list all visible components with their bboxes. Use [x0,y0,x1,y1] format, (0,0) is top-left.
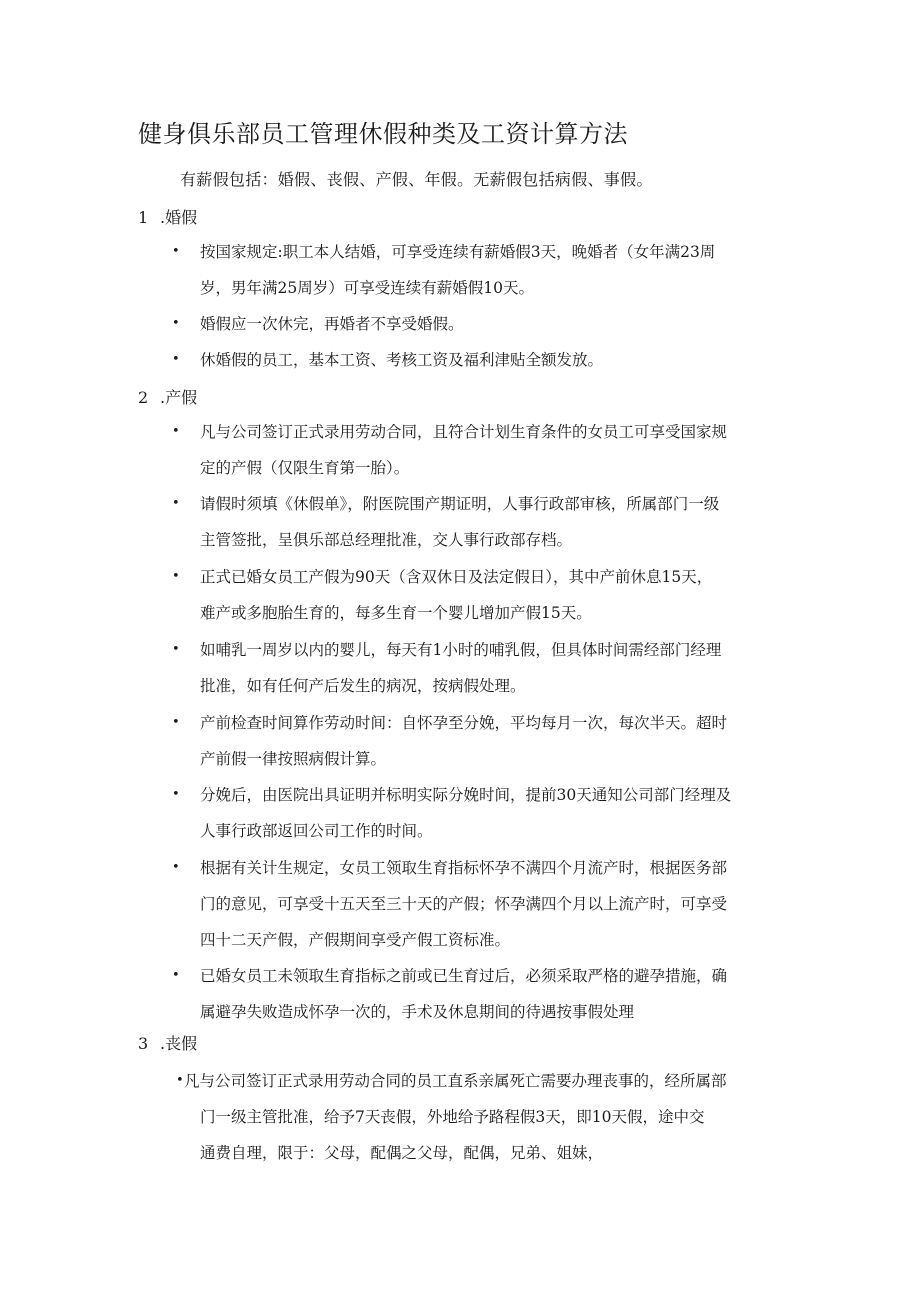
list-item-line: 通费自理，限于：父母，配偶之父母，配偶，兄弟、姐妹， [200,1144,604,1162]
list-item-line: 婚假应一次休完，再婚者不享受婚假。 [200,315,464,333]
list-item-line: 产前假一律按照病假计算。 [200,750,387,768]
list-item-line: 分娩后，由医院出具证明并标明实际分娩时间，提前30天通知公司部门经理及 [200,786,732,804]
bullet-icon: • [172,496,180,511]
list-item-line: 凡与公司签订正式录用劳动合同，且符合计划生育条件的女员工可享受国家规 [200,423,728,441]
bullet-icon: • [172,715,180,730]
list-item-line: 四十二天产假，产假期间享受产假工资标准。 [200,931,511,949]
bullet-icon: • [172,569,180,584]
list-item-line: 产前检查时间算作劳动时间：自怀孕至分娩，平均每月一次，每次半天。超时 [200,714,728,732]
list-item-line: 主管签批，呈俱乐部总经理批准，交人事行政部存档。 [200,531,573,549]
bullet-icon: • [172,968,180,983]
list-item [172,342,784,378]
list-item-line: 人事行政部返回公司工作的时间。 [200,822,433,840]
section-heading-maternity-leave [138,385,197,408]
section-title: .产假 [160,388,198,407]
list-item [172,559,784,631]
section-heading-bereavement-leave [138,1031,197,1054]
bullet-icon: • [172,787,180,802]
list-item-line: 正式已婚女员工产假为90天（含双休日及法定假日），其中产前休息15天， [200,568,713,586]
list-item-line: 属避孕失败造成怀孕一次的，手术及休息期间的待遇按事假处理 [200,1003,635,1021]
list-item [176,1063,784,1171]
bullet-icon: • [172,424,180,439]
list-item-line: 请假时须填《休假单》，附医院围产期证明，人事行政部审核，所属部门一级 [200,495,720,513]
bullet-icon: • [172,860,180,875]
list-item-line: 已婚女员工未领取生育指标之前或已生育过后，必须采取严格的避孕措施，确 [200,967,728,985]
list-item-line: 定的产假（仅限生育第一胎）。 [200,459,410,477]
bullet-icon: • [172,244,180,259]
list-item [172,414,784,486]
list-item [172,705,784,777]
section-title: .丧假 [160,1034,198,1053]
intro-paragraph: 有薪假包括：婚假、丧假、产假、年假。无薪假包括病假、事假。 [180,170,653,189]
section-title: .婚假 [160,208,198,227]
bullet-icon: • [172,352,180,367]
list-item [172,486,784,558]
list-item [172,234,784,306]
list-item [172,958,784,1030]
list-item [172,632,784,704]
list-item-line: 难产或多胞胎生育的，每多生育一个婴儿增加产假15天。 [200,604,592,622]
list-item-line: 岁，男年满25周岁）可享受连续有薪婚假10天。 [200,279,534,297]
bullet-icon: • [172,642,180,657]
list-item-line: 凡与公司签订正式录用劳动合同的员工直系亲属死亡需要办理丧事的，经所属部 [184,1072,727,1090]
bullet-icon: • [172,316,180,331]
section-number: 1 [138,208,149,227]
list-item [172,306,784,342]
list-item-line: 根据有关计生规定，女员工领取生育指标怀孕不满四个月流产时，根据医务部 [200,859,728,877]
section-number: 2 [138,388,149,407]
list-item [172,850,784,958]
list-item-line: 批准，如有任何产后发生的病况，按病假处理。 [200,677,526,695]
section-number: 3 [138,1034,149,1053]
section-heading-marriage-leave [138,205,197,228]
list-item-line: 按国家规定:职工本人结婚，可享受连续有薪婚假3天，晚婚者（女年满23周 [200,243,716,261]
list-item-line: 如哺乳一周岁以内的婴儿，每天有1小时的哺乳假，但具体时间需经部门经理 [200,641,722,659]
list-item-line: 门一级主管批准，给予7天丧假，外地给予路程假3天，即10天假，途中交 [200,1108,705,1126]
document-title: 健身俱乐部员工管理休假种类及工资计算方法 [138,120,628,148]
bullet-icon: • [176,1073,184,1088]
list-item [172,777,784,849]
list-item-line: 休婚假的员工，基本工资、考核工资及福利津贴全额发放。 [200,351,604,369]
list-item-line: 门的意见，可享受十五天至三十天的产假；怀孕满四个月以上流产时，可享受 [200,895,728,913]
